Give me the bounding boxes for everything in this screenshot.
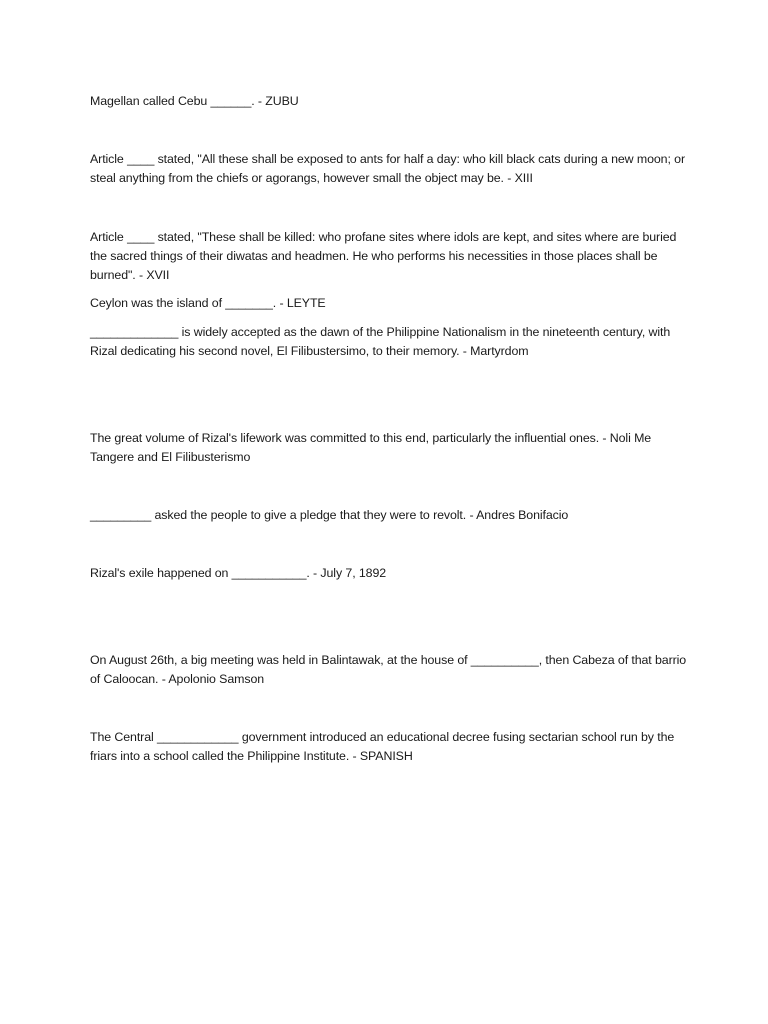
question-item: The Central ____________ government introduced an educational decree fusing sectarian school run by the friars into a school called the Philippine Institute. - SPANISH [90,730,675,763]
question-item: Rizal's exile happened on ___________. - July 7, 1892 [90,566,387,580]
question-item: On August 26th, a big meeting was held in Balintawak, at the house of __________, then Cabeza of that barrio of Caloocan. - Apolonio Samson [90,653,687,686]
question-item: Article ____ stated, "All these shall be exposed to ants for half a day: who kill black cats during a new moon; or steal anything from the chiefs or agorangs, however small the object may be. - XIII [90,152,685,185]
question-item: The great volume of Rizal's lifework was committed to this end, particularly the influential ones. - Noli Me Tangere and El Filibusterismo [90,431,652,464]
question-item: _________ asked the people to give a pledge that they were to revolt. - Andres Bonifacio [90,508,569,522]
question-item: Ceylon was the island of _______. - LEYTE [90,296,326,310]
question-item: Magellan called Cebu ______. - ZUBU [90,94,299,108]
question-item: _____________ is widely accepted as the dawn of the Philippine Nationalism in the nineteenth century, with Rizal dedicating his second novel, El Filibustersimo, to their memory. - Martyrdom [90,325,671,358]
question-item: Article ____ stated, "These shall be killed: who profane sites where idols are kept, and sites where are buried the sacred things of their diwatas and headmen. He who performs his necessities in those places shall be burned". - XVII [90,230,677,282]
